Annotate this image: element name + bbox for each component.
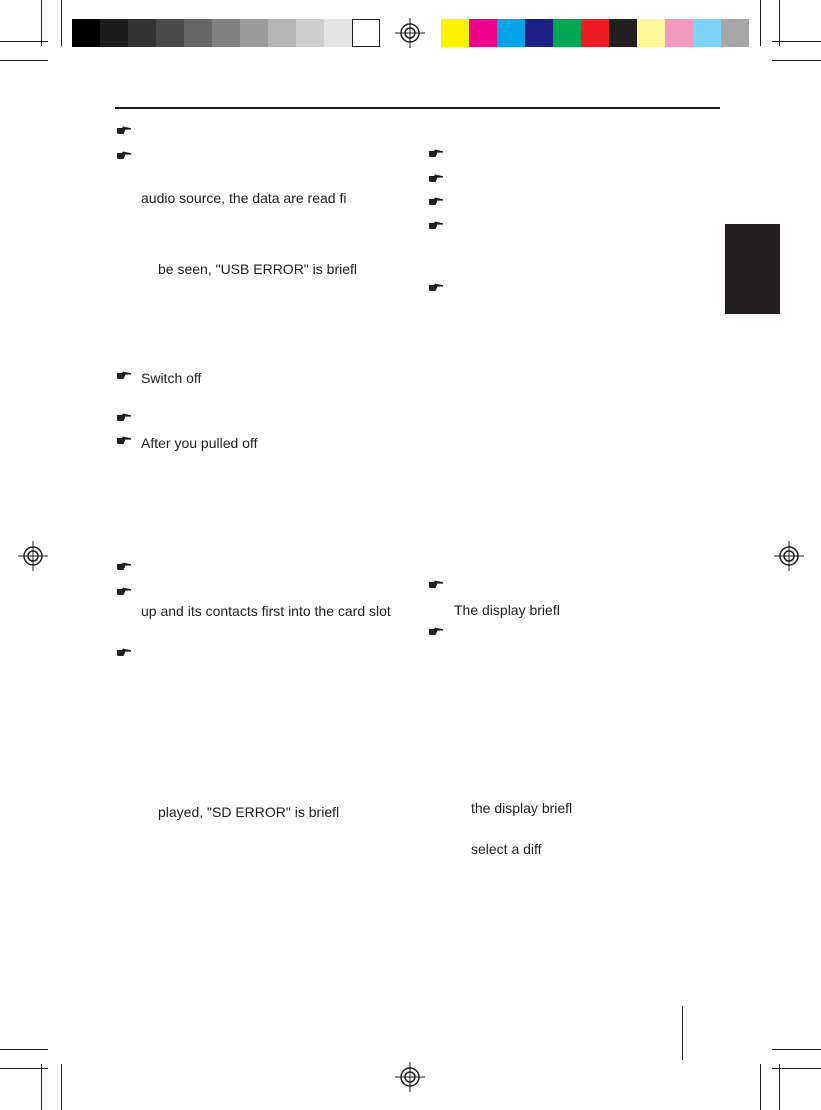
pointing-hand-icon	[116, 586, 132, 596]
gray-swatch	[268, 19, 296, 47]
pointing-hand-icon	[428, 196, 444, 206]
gray-swatch	[352, 19, 380, 47]
pointing-hand-icon	[116, 435, 132, 445]
process-swatch	[637, 19, 665, 47]
crop-mark	[61, 1064, 62, 1110]
usb-error-text: be seen, "USB ERROR" is briefl	[158, 261, 358, 277]
switch-off-text: Switch off	[141, 370, 202, 386]
registration-mark-icon	[395, 18, 425, 48]
process-swatch	[581, 19, 609, 47]
crop-mark	[61, 0, 62, 46]
process-swatch	[441, 19, 469, 47]
select-diff-text: select a diff	[471, 841, 542, 857]
pointing-hand-icon	[428, 626, 444, 636]
gray-swatch	[324, 19, 352, 47]
pulled-off-text: After you pulled off	[141, 435, 258, 451]
language-tab	[725, 224, 780, 314]
pointing-hand-icon	[116, 125, 132, 135]
gray-swatch	[240, 19, 268, 47]
crop-mark	[772, 1049, 821, 1050]
registration-mark-icon	[18, 541, 48, 571]
crop-mark	[0, 1049, 48, 1050]
pointing-hand-icon	[428, 148, 444, 158]
process-swatch	[609, 19, 637, 47]
crop-mark	[772, 60, 821, 61]
pointing-hand-icon	[116, 370, 132, 380]
pointing-hand-icon	[428, 579, 444, 589]
footer-divider	[682, 1006, 683, 1060]
registration-mark-icon	[395, 1062, 425, 1092]
process-swatch	[665, 19, 693, 47]
pointing-hand-icon	[116, 647, 132, 657]
process-swatch	[469, 19, 497, 47]
display-brief-text: The display briefl	[454, 602, 560, 618]
gray-swatch	[296, 19, 324, 47]
process-swatch	[497, 19, 525, 47]
crop-mark	[0, 60, 48, 61]
display-brief-text-2: the display briefl	[471, 800, 573, 816]
pointing-hand-icon	[116, 150, 132, 160]
pointing-hand-icon	[116, 561, 132, 571]
process-swatch	[693, 19, 721, 47]
pointing-hand-icon	[428, 173, 444, 183]
pointing-hand-icon	[428, 220, 444, 230]
pointing-hand-icon	[116, 412, 132, 422]
gray-swatch	[184, 19, 212, 47]
process-swatch	[525, 19, 553, 47]
crop-mark	[41, 0, 42, 46]
crop-mark	[779, 1064, 780, 1110]
pointing-hand-icon	[428, 282, 444, 292]
crop-mark	[0, 41, 48, 42]
header-rule	[115, 107, 720, 109]
registration-mark-icon	[774, 541, 804, 571]
crop-mark	[760, 1064, 761, 1110]
process-swatch	[721, 19, 749, 47]
usb-read-text: audio source, the data are read fi	[141, 190, 347, 206]
gray-swatch	[100, 19, 128, 47]
process-swatch	[553, 19, 581, 47]
gray-swatch	[128, 19, 156, 47]
crop-mark	[779, 0, 780, 46]
sd-error-text: played, "SD ERROR" is briefl	[158, 804, 340, 820]
card-slot-text: up and its contacts first into the card slot	[141, 603, 391, 619]
gray-swatch	[72, 19, 100, 47]
gray-swatch	[212, 19, 240, 47]
gray-swatch	[156, 19, 184, 47]
crop-mark	[772, 41, 821, 42]
crop-mark	[760, 0, 761, 46]
crop-mark	[41, 1064, 42, 1110]
